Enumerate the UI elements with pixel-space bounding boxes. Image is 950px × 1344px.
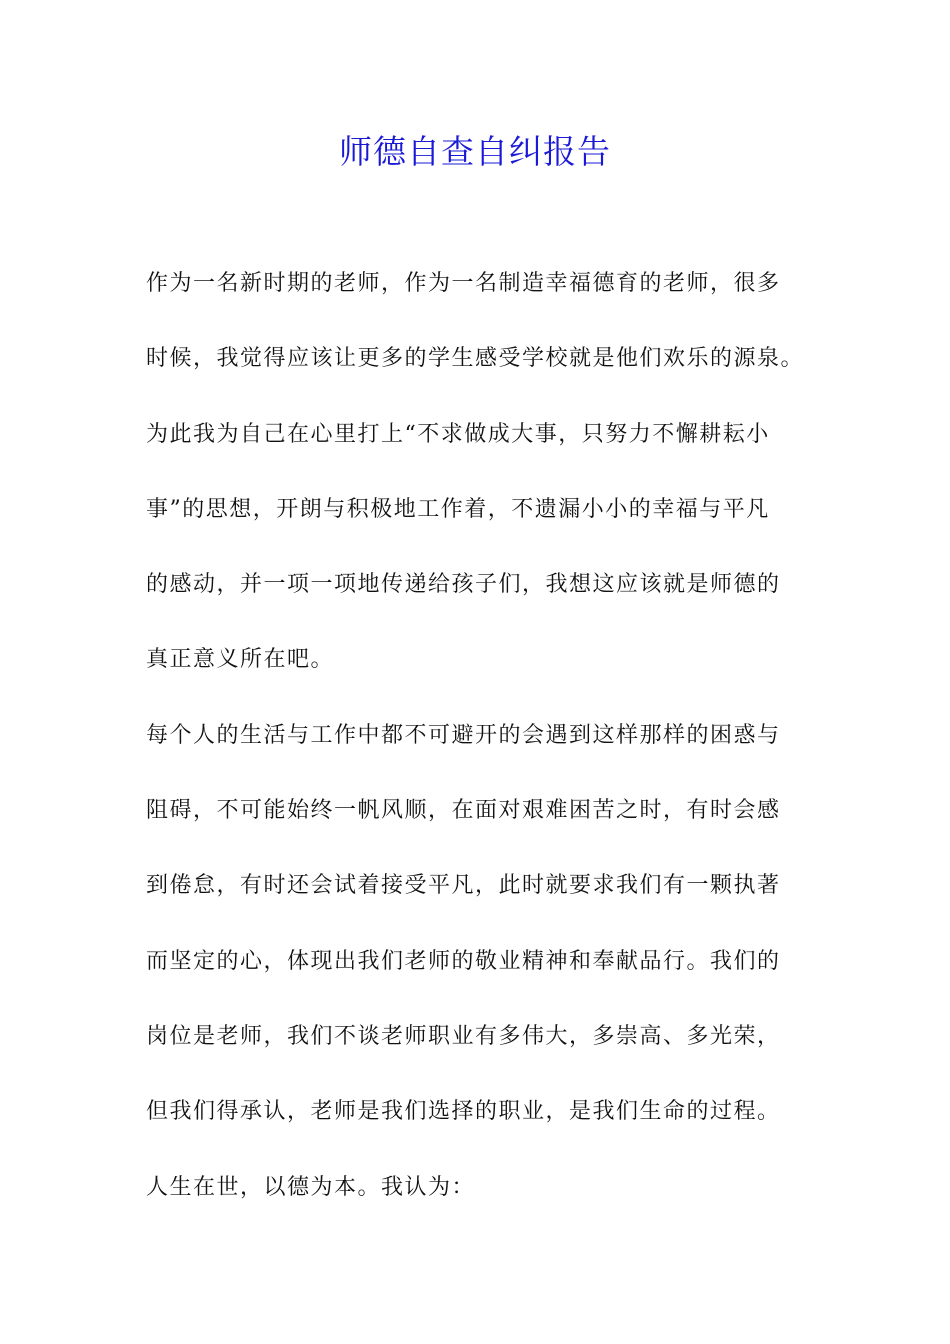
body-line: 真正意义所在吧。 <box>146 647 335 673</box>
document-title: 师德自查自纠报告 <box>339 132 611 171</box>
body-line: 事”的思想，开朗与积极地工作着，不遗漏小小的幸福与平凡 <box>146 496 770 522</box>
body-line: 人生在世，以德为本。我认为： <box>146 1174 476 1200</box>
body-line: 岗位是老师，我们不谈老师职业有多伟大，多崇高、多光荣， <box>146 1023 781 1049</box>
document-body <box>146 262 826 1241</box>
body-line: 时候，我觉得应该让更多的学生感受学校就是他们欢乐的源泉。 <box>146 346 805 372</box>
body-line: 作为一名新时期的老师，作为一名制造幸福德育的老师，很多 <box>146 271 781 296</box>
body-line: 到倦怠，有时还会试着接受平凡，此时就要求我们有一颗执著 <box>146 873 781 899</box>
body-line: 的感动，并一项一项地传递给孩子们，我想这应该就是师德的 <box>146 572 781 598</box>
body-line: 为此我为自己在心里打上“不求做成大事，只努力不懈耕耘小 <box>146 421 770 447</box>
body-line: 但我们得承认，老师是我们选择的职业，是我们生命的过程。 <box>146 1099 781 1125</box>
body-line: 阻碍，不可能始终一帆风顺，在面对艰难困苦之时，有时会感 <box>146 798 781 824</box>
body-line: 每个人的生活与工作中都不可避开的会遇到这样那样的困惑与 <box>146 722 781 748</box>
body-line: 而坚定的心，体现出我们老师的敬业精神和奉献品行。我们的 <box>146 948 781 974</box>
